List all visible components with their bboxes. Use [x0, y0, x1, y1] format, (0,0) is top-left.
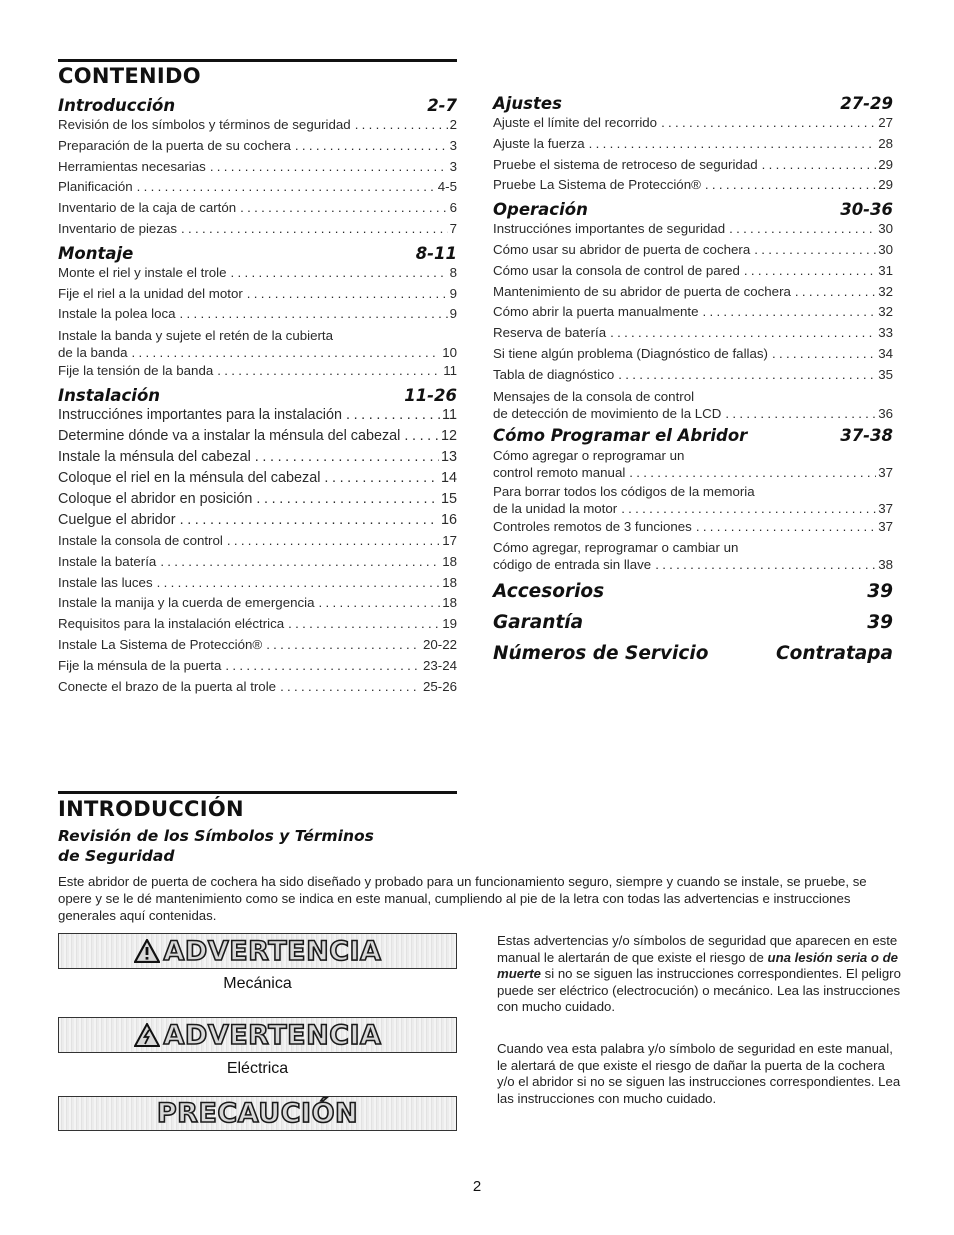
toc-entry-label: Fije la ménsula de la puerta — [58, 657, 222, 673]
toc-entry-label: Fije la tensión de la banda — [58, 363, 214, 379]
toc-entry-page: 32 — [878, 283, 893, 299]
toc-leader-dots — [589, 134, 877, 155]
toc-leader-dots — [744, 261, 876, 282]
contents-left-column — [58, 96, 457, 701]
toc-entry — [493, 344, 893, 365]
toc-entry-label: Instrucciónes importantes de seguridad — [493, 221, 726, 237]
toc-leader-dots — [295, 136, 448, 157]
toc-entry-label: Ajuste el límite del recorrido — [493, 115, 658, 130]
toc-entry-label: Revisión de los símbolos y términos de seguridad — [58, 117, 351, 132]
toc-entry-page: 18 — [442, 553, 457, 569]
toc-section-pages: 30-36 — [840, 200, 893, 220]
toc-entry-label: control remoto manual — [493, 464, 626, 480]
toc-entry-label: de la unidad la motor — [493, 500, 618, 516]
toc-entry-page: 19 — [442, 616, 457, 632]
toc-entry — [493, 500, 893, 517]
toc-entry-page: 3 — [449, 137, 457, 153]
toc-leader-dots — [618, 365, 876, 386]
toc-leader-dots — [754, 240, 876, 261]
toc-entry-page: 8 — [449, 264, 457, 280]
toc-entry-label-line1: Instale la banda y sujete el retén de la cubierta — [58, 328, 333, 344]
toc-entry-label: Cuelgue el abridor — [58, 511, 176, 528]
toc-entry — [493, 517, 893, 538]
toc-leader-dots — [702, 302, 876, 323]
toc-entry-label-line1: Para borrar todos los códigos de la memoria — [493, 483, 755, 499]
toc-entry-page: 13 — [440, 448, 457, 465]
toc-section-pages: 11-26 — [404, 385, 457, 405]
toc-section-heading — [493, 94, 893, 113]
toc-entry-label-line1: Cómo agregar o reprogramar un — [493, 447, 685, 463]
toc-entry — [58, 531, 457, 552]
toc-entry — [493, 219, 893, 240]
toc-entry-label: Mantenimiento de su abridor de puerta de cochera — [493, 283, 791, 299]
toc-entry-page: 18 — [442, 595, 457, 611]
toc-leader-dots — [696, 517, 876, 538]
toc-entry — [493, 405, 893, 422]
warning-mechanical-caption: Mecánica — [223, 975, 292, 992]
toc-entry — [58, 198, 457, 219]
toc-section-title: Cómo Programar el Abridor — [493, 425, 748, 445]
toc-leader-dots — [795, 282, 876, 303]
toc-entry-page: 23-24 — [422, 657, 457, 673]
toc-entry — [493, 365, 893, 386]
toc-entry-page: 18 — [442, 574, 457, 590]
toc-entry-page: 12 — [440, 427, 457, 444]
toc-section-como-programar-el-abridor — [493, 426, 893, 574]
toc-entry-page: 31 — [878, 262, 893, 278]
toc-entry — [58, 426, 457, 447]
toc-entry — [58, 468, 457, 489]
intro-title: INTRODUCCIÓN — [58, 797, 244, 821]
contents-right-column — [493, 94, 893, 674]
toc-entry-page: 7 — [449, 220, 457, 236]
toc-leader-dots — [318, 593, 440, 614]
toc-entry-label: Ajuste la fuerza — [493, 135, 585, 151]
toc-entry-label: Instale la ménsula del cabezal — [58, 448, 251, 465]
toc-entry-page: 20-22 — [422, 636, 457, 652]
toc-entry — [493, 302, 893, 323]
toc-section-heading — [493, 612, 893, 633]
toc-entry — [58, 304, 457, 325]
toc-leader-dots — [729, 219, 876, 240]
toc-leader-dots — [355, 115, 448, 136]
toc-entry — [58, 263, 457, 284]
toc-leader-dots — [180, 304, 448, 325]
toc-entry-page: 29 — [878, 156, 893, 172]
intro-subtitle-line1: Revisión de los Símbolos y Términos — [58, 827, 374, 845]
toc-entry-page: 28 — [878, 135, 893, 151]
intro-rule — [58, 791, 457, 794]
toc-entry-page: 25-26 — [422, 678, 457, 694]
toc-entry-label: Herramientas necesarias — [58, 158, 206, 174]
toc-section-numeros-de-servicio — [493, 643, 893, 664]
toc-entry-page: 37 — [878, 464, 893, 480]
toc-section-heading — [58, 96, 457, 115]
toc-entry-page: 33 — [878, 325, 893, 341]
toc-entry — [58, 447, 457, 468]
toc-entry-label: Coloque el riel en la ménsula del cabezal — [58, 469, 321, 486]
toc-leader-dots — [655, 556, 876, 573]
toc-entry-label: Requisitos para la instalación eléctrica — [58, 616, 285, 632]
toc-section-title: Introducción — [58, 96, 176, 115]
warning-lightning-icon — [134, 1023, 160, 1047]
toc-leader-dots — [629, 464, 876, 481]
toc-leader-dots — [404, 426, 439, 447]
toc-entry-page: 16 — [440, 511, 457, 528]
toc-entry-label: Fije el riel a la unidad del motor — [58, 285, 243, 301]
toc-section-title: Ajustes — [493, 94, 562, 113]
toc-entry-page: 17 — [442, 532, 457, 548]
toc-entry — [58, 157, 457, 178]
toc-section-heading — [493, 643, 893, 664]
toc-section-heading — [493, 426, 893, 445]
toc-leader-dots — [725, 405, 876, 422]
toc-entry-label: Instrucciónes importantes para la instalación — [58, 406, 342, 423]
intro-subtitle — [58, 826, 374, 866]
toc-leader-dots — [762, 155, 877, 176]
toc-entry-page: 30 — [878, 241, 893, 257]
toc-leader-dots — [256, 489, 439, 510]
toc-leader-dots — [280, 677, 421, 698]
toc-section-pages: 39 — [867, 612, 893, 634]
toc-section-title: Operación — [493, 200, 588, 220]
toc-leader-dots — [661, 113, 876, 134]
toc-entry — [58, 593, 457, 614]
toc-section-operacion — [493, 200, 893, 421]
toc-entry-label: Si tiene algún problema (Diagnóstico de fallas) — [493, 345, 768, 361]
toc-entry-label: Planificación — [58, 179, 133, 195]
toc-leader-dots — [705, 175, 876, 196]
toc-leader-dots — [137, 177, 436, 198]
toc-section-pages: 37-38 — [840, 425, 893, 445]
toc-entry-label: Monte el riel y instale el trole — [58, 264, 227, 280]
toc-entry-page: 11 — [442, 406, 457, 423]
toc-entry-label: Preparación de la puerta de su cochera — [58, 137, 291, 153]
toc-entry — [58, 344, 457, 361]
toc-leader-dots — [288, 614, 440, 635]
toc-entry-page: 11 — [443, 363, 457, 379]
toc-section-title: Garantía — [493, 612, 584, 634]
toc-entry-label: Cómo usar su abridor de puerta de cochera — [493, 241, 751, 257]
toc-section-heading — [493, 200, 893, 219]
toc-entry-page: 3 — [449, 158, 457, 174]
toc-entry-label: Controles remotos de 3 funciones — [493, 518, 692, 534]
toc-entry-page: 10 — [442, 345, 457, 361]
toc-section-title: Montaje — [58, 243, 134, 263]
caution-word: PRECAUCIÓN — [156, 1098, 359, 1129]
toc-section-garantia — [493, 612, 893, 633]
toc-entry-label: Tabla de diagnóstico — [493, 366, 615, 382]
toc-leader-dots — [225, 656, 421, 677]
toc-entry-page: 37 — [878, 518, 893, 534]
toc-entry-page: 37 — [878, 500, 893, 516]
toc-entry-page: 35 — [878, 366, 893, 382]
toc-entry-page: 9 — [449, 285, 457, 301]
warning-explanation-emphasis: una lesión seria o de muerte — [497, 949, 898, 981]
toc-leader-dots — [324, 468, 439, 489]
toc-entry — [493, 261, 893, 282]
toc-entry-label-line1: Cómo agregar, reprogramar o cambiar un — [493, 540, 739, 556]
toc-leader-dots — [210, 157, 448, 178]
toc-entry-page: 4-5 — [437, 179, 457, 195]
toc-entry — [58, 635, 457, 656]
toc-entry-label-line1: Mensajes de la consola de control — [493, 388, 695, 404]
toc-section-pages: 2-7 — [427, 96, 457, 115]
toc-entry — [58, 552, 457, 573]
toc-leader-dots — [180, 510, 439, 531]
toc-leader-dots — [160, 552, 440, 573]
toc-entry — [493, 282, 893, 303]
toc-section-instalacion — [58, 386, 457, 697]
toc-entry-page: 30 — [878, 221, 893, 237]
toc-section-pages: Contratapa — [776, 643, 893, 665]
toc-leader-dots — [227, 531, 440, 552]
warning-explanation — [497, 933, 902, 1016]
contents-title: CONTENIDO — [58, 64, 201, 88]
toc-entry — [58, 573, 457, 594]
toc-entry-label: Coloque el abridor en posición — [58, 490, 253, 507]
toc-entry — [493, 323, 893, 344]
warning-electrical-banner — [58, 1017, 457, 1053]
toc-entry — [58, 177, 457, 198]
toc-entry — [58, 115, 457, 136]
toc-leader-dots — [181, 219, 448, 240]
toc-entry-page: 9 — [449, 306, 457, 322]
toc-section-heading — [58, 386, 457, 405]
toc-entry — [58, 614, 457, 635]
toc-entry — [493, 240, 893, 261]
toc-entry-label: Reserva de batería — [493, 325, 607, 341]
toc-leader-dots — [255, 447, 439, 468]
toc-entry-page: 36 — [878, 405, 893, 421]
caution-banner — [58, 1096, 457, 1131]
toc-section-pages: 8-11 — [415, 243, 457, 263]
warning-electrical-word: ADVERTENCIA — [163, 1019, 382, 1051]
toc-entry — [493, 134, 893, 155]
warning-mechanical-word: ADVERTENCIA — [163, 935, 382, 967]
toc-entry-label: Instale las luces — [58, 574, 153, 590]
toc-entry-label: código de entrada sin llave — [493, 557, 652, 573]
toc-leader-dots — [621, 500, 876, 517]
toc-entry-page: 38 — [878, 557, 893, 573]
toc-entry-page: 2 — [449, 117, 457, 132]
toc-entry-label: Pruebe el sistema de retroceso de seguridad — [493, 156, 758, 172]
intro-subtitle-line2: de Seguridad — [58, 847, 175, 865]
toc-entry — [493, 113, 893, 134]
toc-leader-dots — [346, 405, 440, 426]
toc-entry-label: Inventario de piezas — [58, 220, 178, 236]
toc-entry-label: Instale la batería — [58, 553, 157, 569]
toc-leader-dots — [217, 361, 441, 382]
toc-entry-page: 14 — [440, 469, 457, 486]
toc-entry-page: 34 — [878, 345, 893, 361]
toc-leader-dots — [231, 263, 448, 284]
toc-section-heading — [493, 581, 893, 602]
toc-section-pages: 39 — [867, 581, 893, 603]
toc-entry-page: 29 — [878, 177, 893, 193]
toc-entry-label: Instale la consola de control — [58, 532, 223, 548]
toc-entry-label: Cómo usar la consola de control de pared — [493, 262, 740, 278]
toc-entry-page: 32 — [878, 304, 893, 320]
toc-entry-label: Cómo abrir la puerta manualmente — [493, 304, 699, 320]
toc-entry-label: de detección de movimiento de la LCD — [493, 405, 722, 421]
warning-explanation-text-b: si no se siguen las instrucciones correspondientes. El peligro puede ser eléctrico (electrocución) o mecánico. Lea las instrucciones con mucho cuidado. — [497, 966, 901, 1014]
toc-section-accesorios — [493, 581, 893, 602]
toc-section-montaje — [58, 244, 457, 382]
toc-section-heading — [58, 244, 457, 263]
toc-entry-page: 15 — [440, 490, 457, 507]
contents-rule — [58, 59, 457, 62]
toc-entry — [58, 284, 457, 305]
toc-entry-label: Instale la manija y la cuerda de emergencia — [58, 595, 315, 611]
toc-entry — [493, 464, 893, 481]
toc-entry-label: Determine dónde va a instalar la ménsula del cabezal — [58, 427, 401, 444]
warning-electrical-caption: Eléctrica — [226, 1060, 289, 1077]
toc-entry-label: Instale La Sistema de Protección® — [58, 636, 263, 652]
toc-entry — [58, 136, 457, 157]
toc-entry — [493, 155, 893, 176]
toc-entry — [58, 219, 457, 240]
toc-entry-label: Conecte el brazo de la puerta al trole — [58, 678, 277, 694]
toc-leader-dots — [266, 635, 421, 656]
toc-entry-page: 27 — [878, 115, 893, 130]
toc-entry — [58, 489, 457, 510]
page-number: 2 — [472, 1178, 482, 1195]
toc-entry-label: Pruebe La Sistema de Protección® — [493, 177, 701, 193]
toc-leader-dots — [247, 284, 448, 305]
toc-entry — [493, 175, 893, 196]
warning-exclamation-icon — [134, 939, 160, 963]
toc-entry — [58, 677, 457, 698]
toc-leader-dots — [772, 344, 876, 365]
toc-entry-label: Inventario de la caja de cartón — [58, 200, 237, 216]
toc-section-title: Accesorios — [493, 581, 605, 603]
toc-section-pages: 27-29 — [840, 94, 893, 113]
toc-entry-label: Instale la polea loca — [58, 306, 176, 322]
toc-entry — [58, 510, 457, 531]
toc-entry — [58, 361, 457, 382]
intro-paragraph: Este abridor de puerta de cochera ha sido diseñado y probado para un funcionamiento seguro, siempre y cuando se instale, se pruebe, se opere y se le dé mantenimiento como se indica en este manual, cumpliendo al pie de la letra con todas las advertencias e instrucciones generales aquí contenidas. — [58, 874, 867, 923]
caution-explanation: Cuando vea esta palabra y/o símbolo de seguridad en este manual, le alertará de que existe el riesgo de dañar la puerta de la cochera y/o el abridor si no se siguen las instrucciones correspondientes. Lea las instrucciones con mucho cuidado. — [497, 1041, 901, 1106]
warning-explanation-text-a: Estas advertencias y/o símbolos de seguridad que aparecen en este manual le alertarán de que existe el riesgo de — [497, 933, 898, 965]
toc-section-ajustes — [493, 94, 893, 196]
toc-section-title: Instalación — [58, 385, 161, 405]
warning-mechanical-banner — [58, 933, 457, 969]
toc-leader-dots — [610, 323, 876, 344]
toc-entry — [58, 656, 457, 677]
toc-entry-label: de la banda — [58, 345, 128, 361]
toc-entry-page: 6 — [449, 200, 457, 216]
toc-section-title: Números de Servicio — [493, 643, 709, 665]
toc-leader-dots — [132, 344, 441, 361]
toc-leader-dots — [157, 573, 441, 594]
toc-section-introduccion — [58, 96, 457, 240]
toc-leader-dots — [240, 198, 447, 219]
toc-entry — [493, 556, 893, 573]
toc-entry — [58, 405, 457, 426]
